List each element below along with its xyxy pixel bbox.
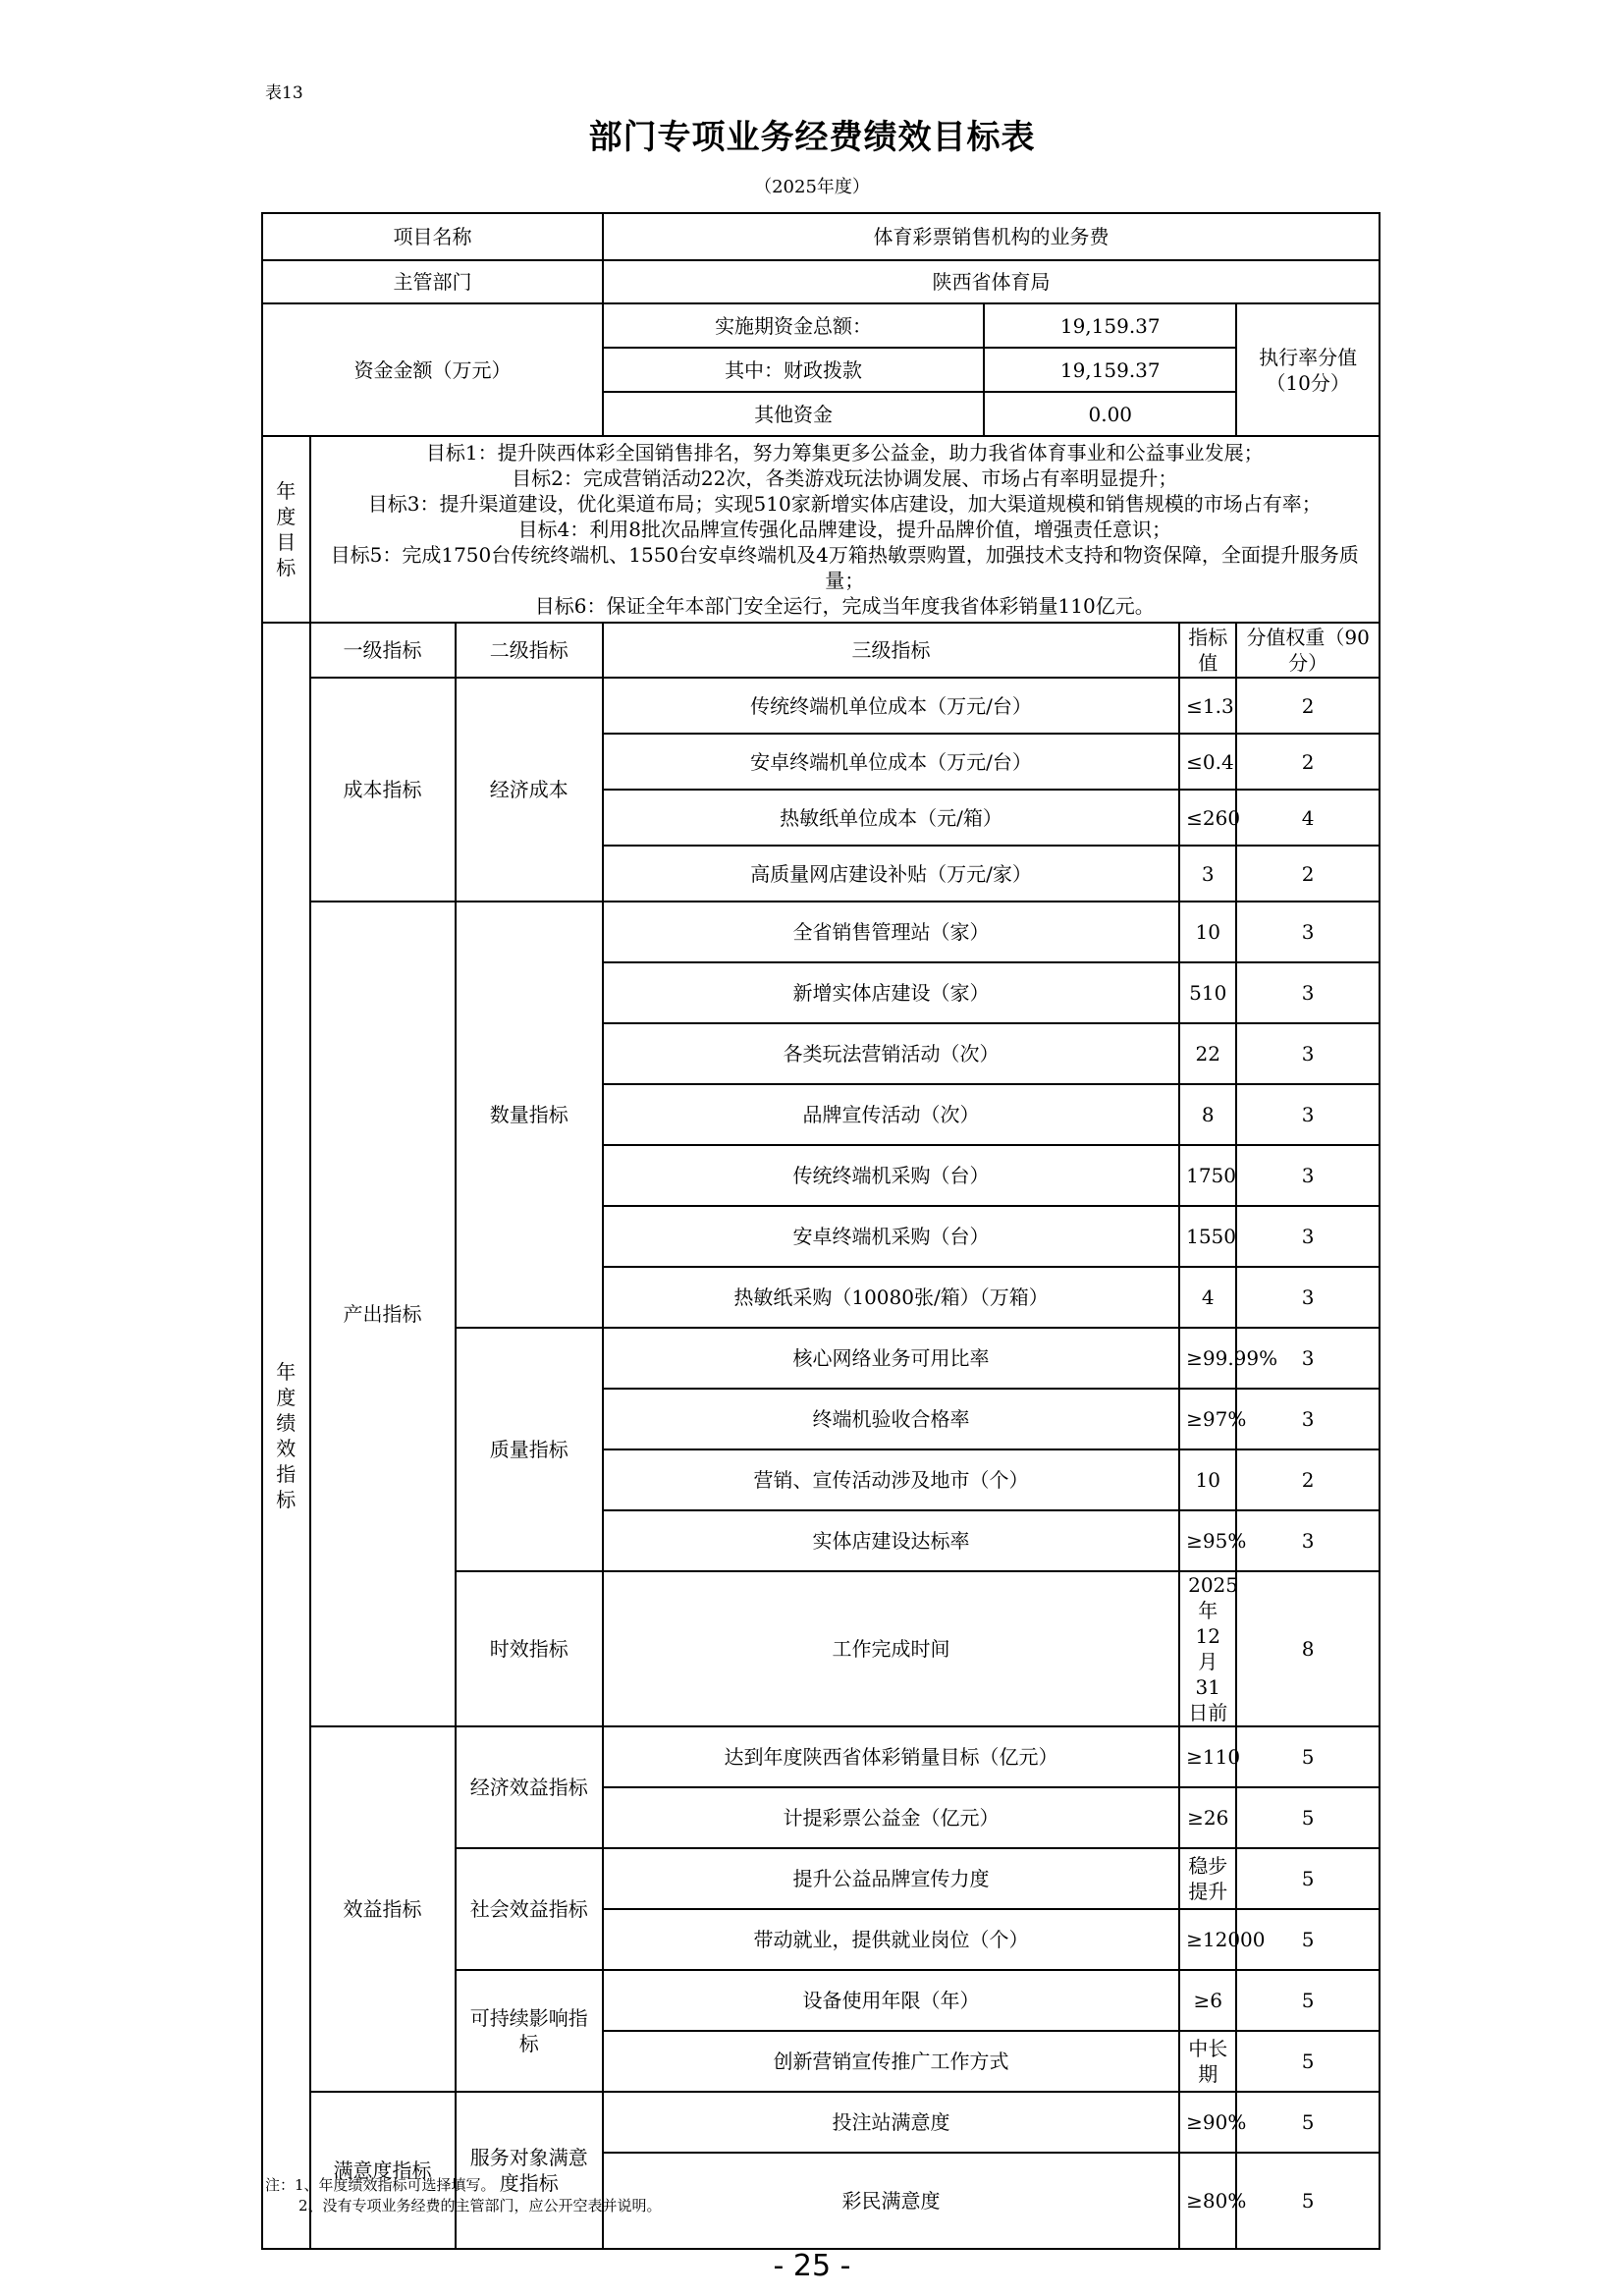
indicator-value: 4	[1179, 1267, 1236, 1328]
indicator-value: 中长期	[1179, 2031, 1236, 2092]
indicator-value: 8	[1179, 1084, 1236, 1145]
annual-goal-content	[310, 436, 1380, 623]
department-row	[262, 260, 1380, 303]
indicator-weight: 5	[1236, 1787, 1380, 1848]
indicator-value: ≤0.4	[1179, 734, 1236, 790]
indicators-side-label	[262, 623, 310, 2249]
indicator-name: 计提彩票公益金（亿元）	[603, 1787, 1179, 1848]
indicator-value: 稳步提升	[1179, 1848, 1236, 1909]
indicator-weight: 3	[1236, 1510, 1380, 1571]
timeliness-level2: 时效指标	[456, 1571, 603, 1726]
goal-line: 目标1：提升陕西体彩全国销售排名，努力筹集更多公益金，助力我省体育事业和公益事业发展；	[425, 441, 1264, 465]
header-level1: 一级指标	[310, 623, 456, 678]
social-level2	[456, 1848, 603, 1970]
indicator-weight: 3	[1236, 1328, 1380, 1389]
indicator-value: ≥95%	[1179, 1510, 1236, 1571]
funds-total-value: 19,159.37	[984, 303, 1236, 348]
indicator-weight: 2	[1236, 734, 1380, 790]
indicator-name: 带动就业，提供就业岗位（个）	[603, 1909, 1179, 1970]
indicator-name: 品牌宣传活动（次）	[603, 1084, 1179, 1145]
indicator-name: 安卓终端机单位成本（万元/台）	[603, 734, 1179, 790]
indicator-value: 3	[1179, 846, 1236, 902]
indicator-name: 全省销售管理站（家）	[603, 902, 1179, 962]
quality-level2: 质量指标	[456, 1328, 603, 1571]
goal-line: 目标3：提升渠道建设，优化渠道布局；实现510家新增实体店建设，加大渠道规模和销售规模的市场占有率；	[367, 492, 1322, 516]
footnote-1: 注：1、年度绩效指标可选择填写。	[265, 2176, 496, 2194]
output-level1: 产出指标	[310, 902, 456, 1726]
table-number: 表13	[265, 83, 303, 103]
indicator-name: 新增实体店建设（家）	[603, 962, 1179, 1023]
indicator-value: ≥80%	[1179, 2153, 1236, 2249]
project-value: 体育彩票销售机构的业务费	[603, 213, 1380, 260]
satisfaction-level2	[456, 2092, 603, 2249]
annual-goal-label	[262, 436, 310, 623]
indicator-weight: 5	[1236, 1848, 1380, 1909]
indicator-value: 22	[1179, 1023, 1236, 1084]
department-value: 陕西省体育局	[603, 260, 1380, 303]
header-weight	[1236, 623, 1380, 678]
cost-level1: 成本指标	[310, 678, 456, 902]
document-title: 部门专项业务经费绩效目标表	[588, 118, 1036, 157]
header-level2: 二级指标	[456, 623, 603, 678]
indicator-name: 安卓终端机采购（台）	[603, 1206, 1179, 1267]
cost-level2: 经济成本	[456, 678, 603, 902]
funds-label	[262, 303, 603, 436]
funds-other-value: 0.00	[984, 392, 1236, 436]
indicator-weight: 3	[1236, 1023, 1380, 1084]
indicator-name: 创新营销宣传推广工作方式	[603, 2031, 1179, 2092]
project-label: 项目名称	[262, 213, 603, 260]
table-row	[262, 2092, 1380, 2153]
goal-line: 目标2：完成营销活动22次，各类游戏玩法协调发展、市场占有率明显提升；	[512, 466, 1178, 490]
indicator-value: ≤1.3	[1179, 678, 1236, 734]
indicator-name: 热敏纸采购（10080张/箱）（万箱）	[603, 1267, 1179, 1328]
table-row	[262, 678, 1380, 734]
indicator-value: ≥90%	[1179, 2092, 1236, 2153]
annual-goal-row	[262, 436, 1380, 623]
indicator-value: ≥26	[1179, 1787, 1236, 1848]
footnotes	[265, 2175, 662, 2216]
economic-level2-text: 经济效益指标	[469, 1776, 588, 1799]
table-row	[262, 902, 1380, 962]
funds-total-row	[262, 303, 1380, 348]
indicator-value: ≥6	[1179, 1970, 1236, 2031]
social-level2-text: 社会效益指标	[469, 1897, 588, 1921]
indicator-header-row	[262, 623, 1380, 678]
sustain-level2	[456, 1970, 603, 2092]
indicator-name: 提升公益品牌宣传力度	[603, 1848, 1179, 1909]
document-year: （2025年度）	[754, 177, 870, 197]
funds-fiscal-label: 其中：财政拨款	[603, 348, 984, 392]
indicator-name: 工作完成时间	[603, 1571, 1179, 1726]
indicator-name: 彩民满意度	[603, 2153, 1179, 2249]
indicator-value: 10	[1179, 1449, 1236, 1510]
header-value: 指标值	[1179, 623, 1236, 678]
satisfaction-level2-text: 服务对象满意度指标	[469, 2146, 588, 2195]
indicator-value: 2025年12月31日前	[1179, 1571, 1236, 1726]
annual-goal-label-text: 年度目标	[276, 479, 297, 579]
indicator-weight: 2	[1236, 678, 1380, 734]
indicator-name: 终端机验收合格率	[603, 1389, 1179, 1449]
indicator-weight: 3	[1236, 902, 1380, 962]
indicator-weight: 3	[1236, 1206, 1380, 1267]
project-row	[262, 213, 1380, 260]
indicator-weight: 8	[1236, 1571, 1380, 1726]
page-number: - 25 -	[773, 2249, 851, 2283]
indicator-name: 投注站满意度	[603, 2092, 1179, 2153]
satisfaction-level1: 满意度指标	[310, 2092, 456, 2249]
indicator-value: ≥110	[1179, 1726, 1236, 1787]
goal-line: 目标4：利用8批次品牌宣传强化品牌建设，提升品牌价值，增强责任意识；	[517, 518, 1171, 541]
table-row	[262, 1726, 1380, 1787]
benefit-level1: 效益指标	[310, 1726, 456, 2092]
indicator-value: ≤260	[1179, 790, 1236, 846]
indicator-value: ≥97%	[1179, 1389, 1236, 1449]
indicator-weight: 3	[1236, 1145, 1380, 1206]
indicator-weight: 5	[1236, 2092, 1380, 2153]
indicator-name: 达到年度陕西省体彩销量目标（亿元）	[603, 1726, 1179, 1787]
funds-total-label: 实施期资金总额：	[603, 303, 984, 348]
indicator-weight: 3	[1236, 1084, 1380, 1145]
indicator-name: 实体店建设达标率	[603, 1510, 1179, 1571]
indicator-name: 各类玩法营销活动（次）	[603, 1023, 1179, 1084]
funds-label-text: 资金金额（万元）	[353, 357, 512, 382]
quantity-level2: 数量指标	[456, 902, 603, 1328]
indicator-name: 核心网络业务可用比率	[603, 1328, 1179, 1389]
indicator-weight: 5	[1236, 1909, 1380, 1970]
indicator-weight: 2	[1236, 846, 1380, 902]
indicator-weight: 4	[1236, 790, 1380, 846]
indicator-name: 高质量网店建设补贴（万元/家）	[603, 846, 1179, 902]
indicator-weight: 5	[1236, 1726, 1380, 1787]
header-level3: 三级指标	[603, 623, 1179, 678]
indicator-name: 传统终端机单位成本（万元/台）	[603, 678, 1179, 734]
execution-rate-label	[1236, 303, 1380, 436]
indicator-name: 设备使用年限（年）	[603, 1970, 1179, 2031]
indicator-value: 510	[1179, 962, 1236, 1023]
indicator-weight: 5	[1236, 1970, 1380, 2031]
indicator-weight: 3	[1236, 1267, 1380, 1328]
sustain-level2-text: 可持续影响指标	[469, 2006, 588, 2055]
funds-fiscal-value: 19,159.37	[984, 348, 1236, 392]
indicator-value: 10	[1179, 902, 1236, 962]
indicator-name: 营销、宣传活动涉及地市（个）	[603, 1449, 1179, 1510]
economic-level2	[456, 1726, 603, 1848]
indicators-side-label-text: 年度绩效指标	[276, 1360, 297, 1511]
indicator-value: 1750	[1179, 1145, 1236, 1206]
header-weight-text: 分值权重（90分）	[1246, 626, 1370, 675]
indicator-weight: 5	[1236, 2153, 1380, 2249]
indicator-weight: 3	[1236, 1389, 1380, 1449]
execution-rate-text: 执行率分值（10分）	[1259, 345, 1358, 395]
indicator-weight: 2	[1236, 1449, 1380, 1510]
goal-line: 目标5：完成1750台传统终端机、1550台安卓终端机及4万箱热敏票购置，加强技术支持和物资保障，全面提升服务质量；	[330, 543, 1359, 592]
indicator-value: ≥12000	[1179, 1909, 1236, 1970]
indicator-name: 传统终端机采购（台）	[603, 1145, 1179, 1206]
goal-line: 目标6：保证全年本部门安全运行，完成当年度我省体彩销量110亿元。	[534, 594, 1155, 618]
performance-target-table	[261, 212, 1380, 2250]
footnote-2: 2、没有专项业务经费的主管部门，应公开空表并说明。	[298, 2197, 662, 2214]
indicator-name: 热敏纸单位成本（元/箱）	[603, 790, 1179, 846]
department-label: 主管部门	[262, 260, 603, 303]
indicator-weight: 5	[1236, 2031, 1380, 2092]
indicator-value: ≥99.99%	[1179, 1328, 1236, 1389]
indicator-weight: 3	[1236, 962, 1380, 1023]
funds-other-label: 其他资金	[603, 392, 984, 436]
indicator-value: 1550	[1179, 1206, 1236, 1267]
